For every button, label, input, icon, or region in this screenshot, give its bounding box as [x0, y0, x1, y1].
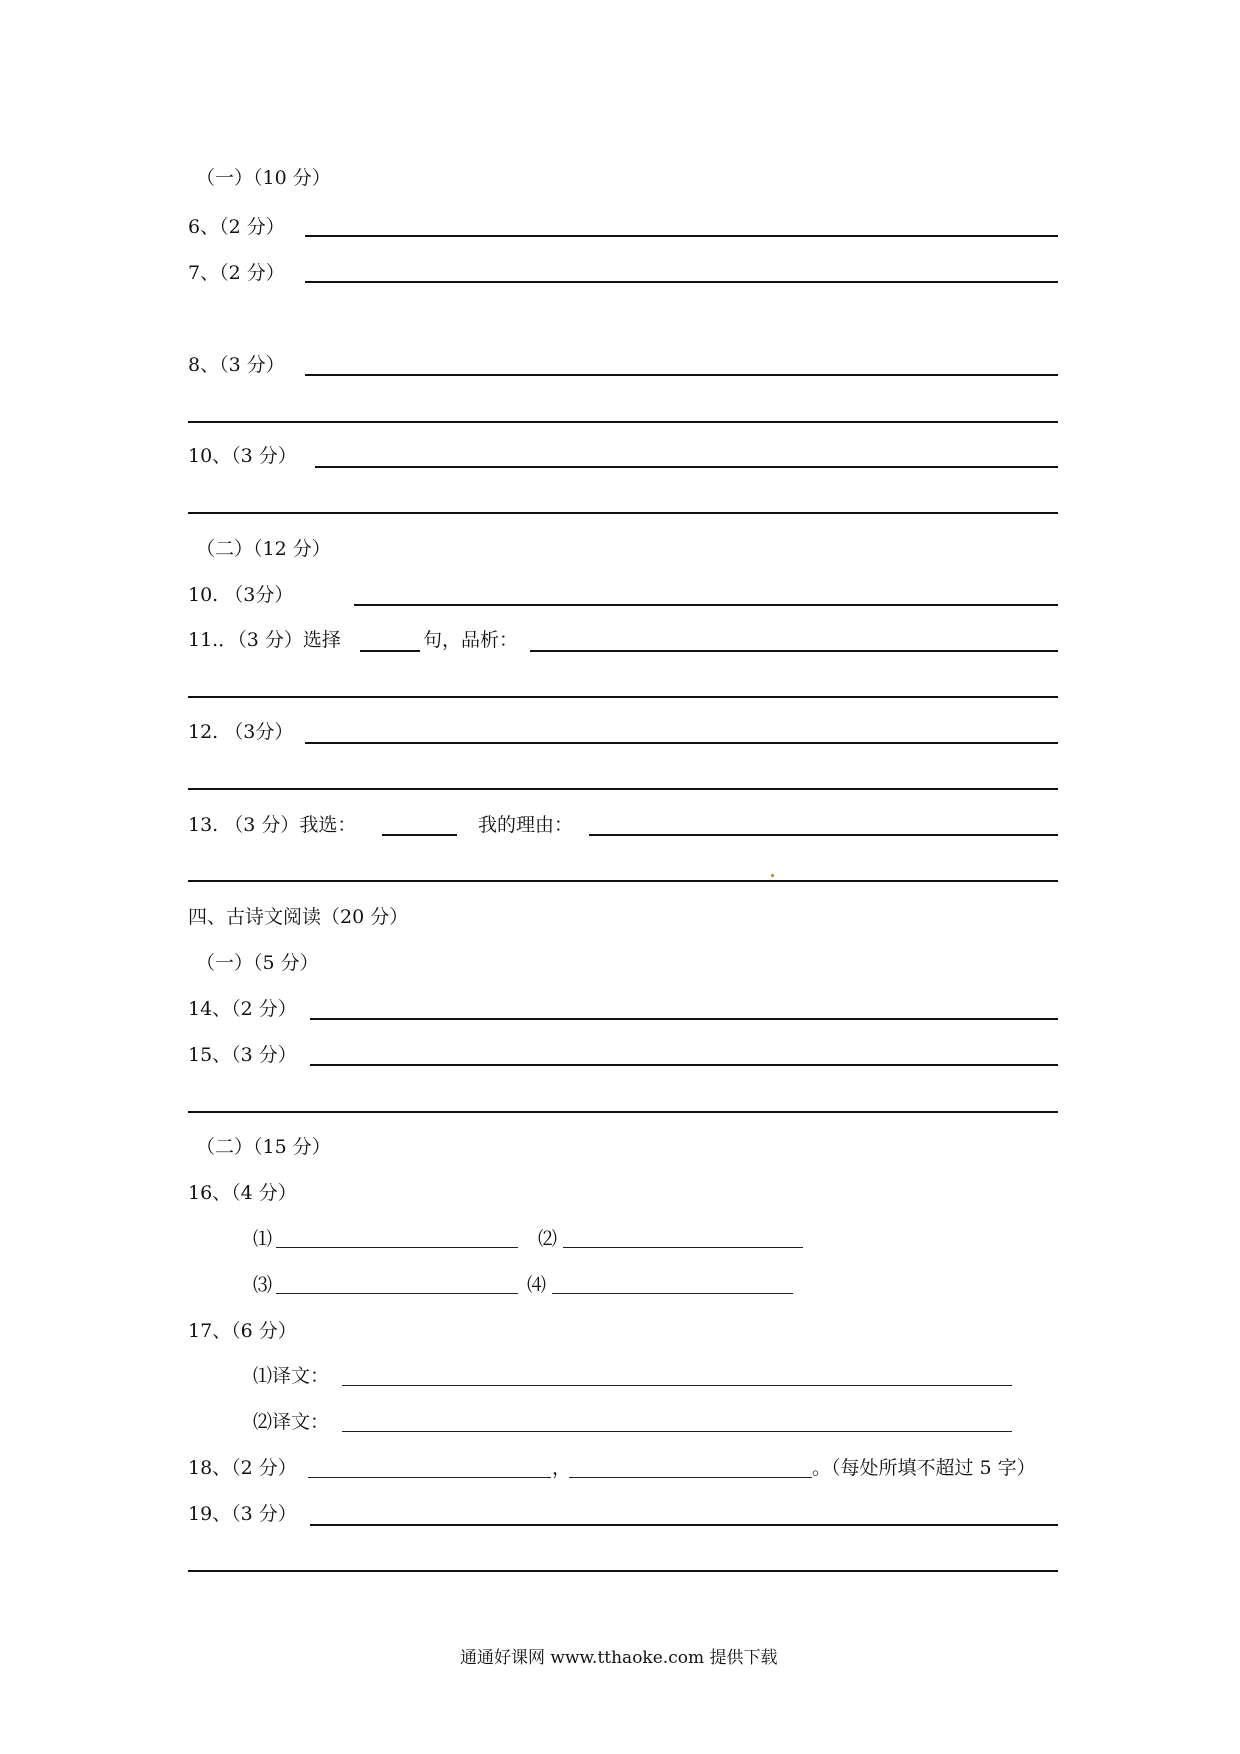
- answer-line-q10a-2[interactable]: [188, 512, 1058, 514]
- answer-line-q13-2[interactable]: [188, 880, 1058, 882]
- answer-line-q16-2[interactable]: [563, 1247, 803, 1248]
- question-10b-label: 10. （3分）: [188, 584, 294, 606]
- question-13-mid-label: 我的理由：: [478, 814, 574, 836]
- question-16-item-2-label: ⑵: [538, 1228, 558, 1250]
- answer-line-q16-3[interactable]: [276, 1293, 518, 1294]
- answer-line-q8[interactable]: [305, 374, 1058, 376]
- answer-blank-q11-choice[interactable]: [360, 650, 420, 652]
- answer-line-q15-2[interactable]: [188, 1111, 1058, 1113]
- answer-line-q11-2[interactable]: [188, 696, 1058, 698]
- question-11-mid-label: 句，品析：: [423, 629, 519, 651]
- question-10a-label: 10、（3 分）: [188, 445, 297, 467]
- question-17-item-1-label: ⑴译文：: [253, 1365, 330, 1387]
- answer-blank-q13-choice[interactable]: [382, 834, 457, 836]
- footer-text: 通通好课网 www.tthaoke.com 提供下载: [460, 1648, 778, 1668]
- question-17-label: 17、（6 分）: [188, 1320, 297, 1342]
- part-4-section-2-header: （二）（15 分）: [196, 1136, 331, 1158]
- answer-line-q10a[interactable]: [315, 466, 1058, 468]
- answer-line-q18-1[interactable]: [308, 1477, 551, 1478]
- answer-line-q10b[interactable]: [354, 604, 1058, 606]
- part-4-title: 四、古诗文阅读（20 分）: [188, 906, 409, 928]
- question-18-tail: 。（每处所填不超过 5 字）: [812, 1457, 1036, 1479]
- section-1-header: （一）（10 分）: [196, 167, 331, 189]
- answer-line-q12[interactable]: [305, 742, 1058, 744]
- question-6-label: 6、（2 分）: [188, 216, 285, 238]
- question-19-label: 19、（3 分）: [188, 1503, 297, 1525]
- question-11-label: 11.．（3 分）选择: [188, 629, 341, 651]
- question-13-label: 13. （3 分）我选：: [188, 814, 357, 836]
- question-18-comma: ，: [552, 1457, 572, 1479]
- section-2-header: （二）（12 分）: [196, 538, 331, 560]
- part-4-section-1-header: （一）（5 分）: [196, 952, 319, 974]
- stray-dot: [771, 874, 774, 877]
- question-16-label: 16、（4 分）: [188, 1182, 297, 1204]
- question-8-label: 8、（3 分）: [188, 354, 285, 376]
- answer-line-q19-2[interactable]: [188, 1570, 1058, 1572]
- answer-line-q12-2[interactable]: [188, 788, 1058, 790]
- question-15-label: 15、（3 分）: [188, 1044, 297, 1066]
- answer-line-q16-4[interactable]: [552, 1293, 793, 1294]
- answer-line-q17-1[interactable]: [342, 1385, 1012, 1386]
- answer-line-q13[interactable]: [589, 834, 1058, 836]
- answer-line-q14[interactable]: [310, 1018, 1058, 1020]
- answer-line-q18-2[interactable]: [569, 1477, 812, 1478]
- answer-line-q6[interactable]: [305, 235, 1058, 237]
- answer-line-q19[interactable]: [310, 1524, 1058, 1526]
- answer-line-q8-2[interactable]: [188, 421, 1058, 423]
- answer-line-q15[interactable]: [310, 1064, 1058, 1066]
- question-18-label: 18、（2 分）: [188, 1457, 297, 1479]
- question-16-item-1-label: ⑴: [253, 1228, 273, 1250]
- answer-line-q17-2[interactable]: [342, 1431, 1012, 1432]
- question-7-label: 7、（2 分）: [188, 262, 285, 284]
- question-12-label: 12. （3分）: [188, 721, 294, 743]
- answer-line-q16-1[interactable]: [276, 1247, 518, 1248]
- answer-line-q7[interactable]: [305, 281, 1058, 283]
- question-16-item-3-label: ⑶: [253, 1274, 273, 1296]
- question-17-item-2-label: ⑵译文：: [253, 1411, 330, 1433]
- question-16-item-4-label: ⑷: [527, 1274, 547, 1296]
- question-14-label: 14、（2 分）: [188, 998, 297, 1020]
- answer-line-q11[interactable]: [530, 650, 1058, 652]
